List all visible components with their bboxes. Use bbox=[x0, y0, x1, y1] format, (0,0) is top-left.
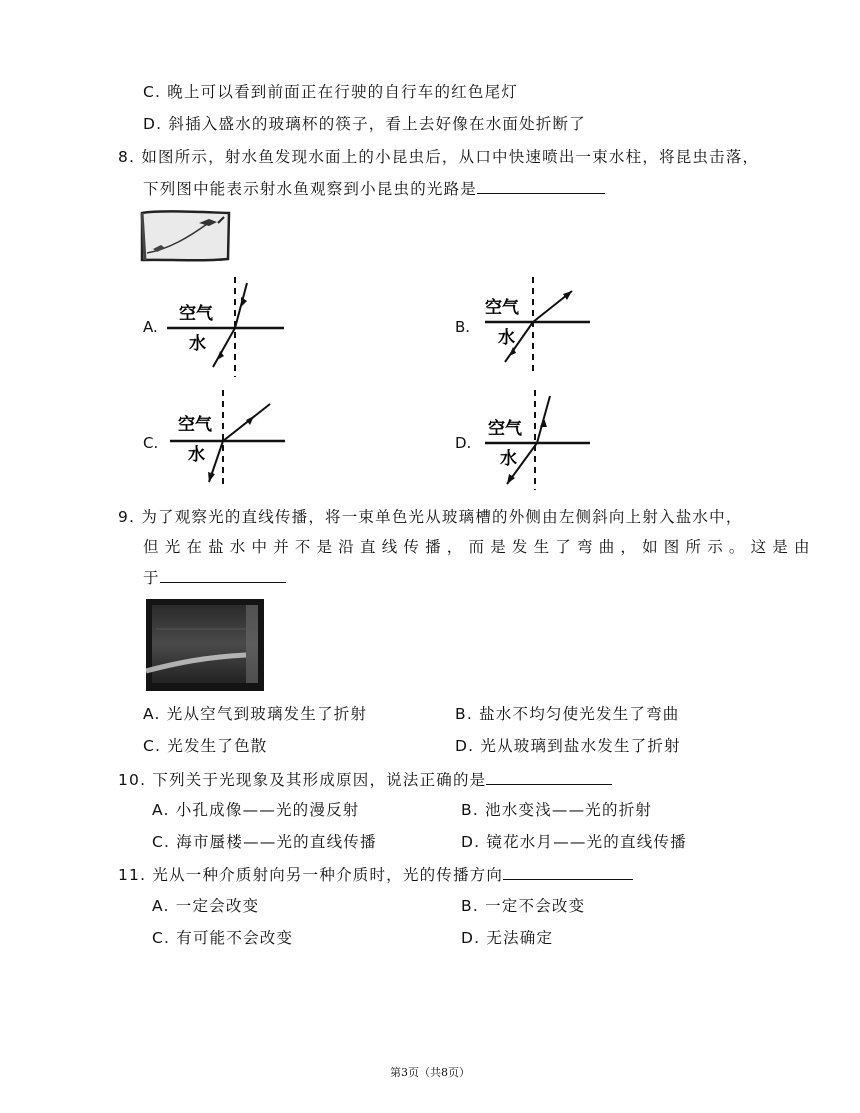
q8-stem-line1: 8. 如图所示，射水鱼发现水面上的小昆虫后，从口中快速喷出一束水柱，将昆虫击落， bbox=[118, 148, 760, 166]
q8-diagram-d bbox=[480, 390, 590, 490]
q7-option-c: C. 晚上可以看到前面正在行驶的自行车的红色尾灯 bbox=[143, 83, 518, 101]
q10-option-b: B. 池水变浅——光的折射 bbox=[461, 801, 653, 819]
answer-blank bbox=[477, 177, 605, 194]
salt-water-light-photo bbox=[146, 599, 264, 691]
air-label: 空气 bbox=[488, 419, 522, 439]
q8-option-d-label: D. bbox=[455, 434, 472, 452]
q8-diagram-b bbox=[480, 277, 590, 372]
q11-option-b: B. 一定不会改变 bbox=[461, 897, 586, 915]
air-label: 空气 bbox=[179, 304, 213, 324]
q7-option-d: D. 斜插入盛水的玻璃杯的筷子，看上去好像在水面处折断了 bbox=[143, 115, 586, 133]
q9-option-b: B. 盐水不均匀使光发生了弯曲 bbox=[455, 705, 680, 723]
q8-option-a-label: A. bbox=[143, 318, 158, 336]
q10-option-d: D. 镜花水月——光的直线传播 bbox=[461, 833, 687, 851]
page-footer: 第3页（共8页） bbox=[390, 1066, 470, 1079]
q10-option-a: A. 小孔成像——光的漫反射 bbox=[152, 801, 360, 819]
q8-stem-line2: 下列图中能表示射水鱼观察到小昆虫的光路是 bbox=[143, 177, 605, 200]
q8-option-c-label: C. bbox=[143, 434, 159, 452]
answer-blank bbox=[160, 566, 286, 583]
q10-option-c: C. 海市蜃楼——光的直线传播 bbox=[152, 833, 377, 851]
q10-stem: 10. 下列关于光现象及其形成原因，说法正确的是 bbox=[118, 768, 612, 791]
q8-diagram-a bbox=[167, 277, 284, 377]
air-label: 空气 bbox=[485, 298, 519, 318]
air-label: 空气 bbox=[178, 415, 212, 435]
q9-option-a: A. 光从空气到玻璃发生了折射 bbox=[143, 705, 368, 723]
water-label: 水 bbox=[498, 328, 515, 348]
q9-stem-line1: 9. 为了观察光的直线传播，将一束单色光从玻璃槽的外侧由左侧斜向上射入盐水中， bbox=[118, 508, 743, 526]
water-label: 水 bbox=[188, 445, 205, 465]
q8-diagram-c bbox=[170, 390, 285, 485]
q9-stem-line3: 于 bbox=[143, 566, 286, 589]
answer-blank bbox=[486, 768, 612, 785]
q11-option-d: D. 无法确定 bbox=[461, 929, 554, 947]
water-label: 水 bbox=[189, 334, 206, 354]
q9-option-c: C. 光发生了色散 bbox=[143, 737, 268, 755]
answer-blank bbox=[503, 863, 633, 880]
q9-option-d: D. 光从玻璃到盐水发生了折射 bbox=[455, 737, 681, 755]
q11-option-a: A. 一定会改变 bbox=[152, 897, 260, 915]
archer-fish-figure bbox=[139, 209, 231, 263]
q11-stem: 11. 光从一种介质射向另一种介质时，光的传播方向 bbox=[118, 863, 633, 886]
water-label: 水 bbox=[500, 449, 517, 469]
q9-stem-line2: 但光在盐水中并不是沿直线传播，而是发生了弯曲，如图所示。这是由 bbox=[143, 538, 816, 556]
q8-option-b-label: B. bbox=[455, 318, 471, 336]
q11-option-c: C. 有可能不会改变 bbox=[152, 929, 294, 947]
